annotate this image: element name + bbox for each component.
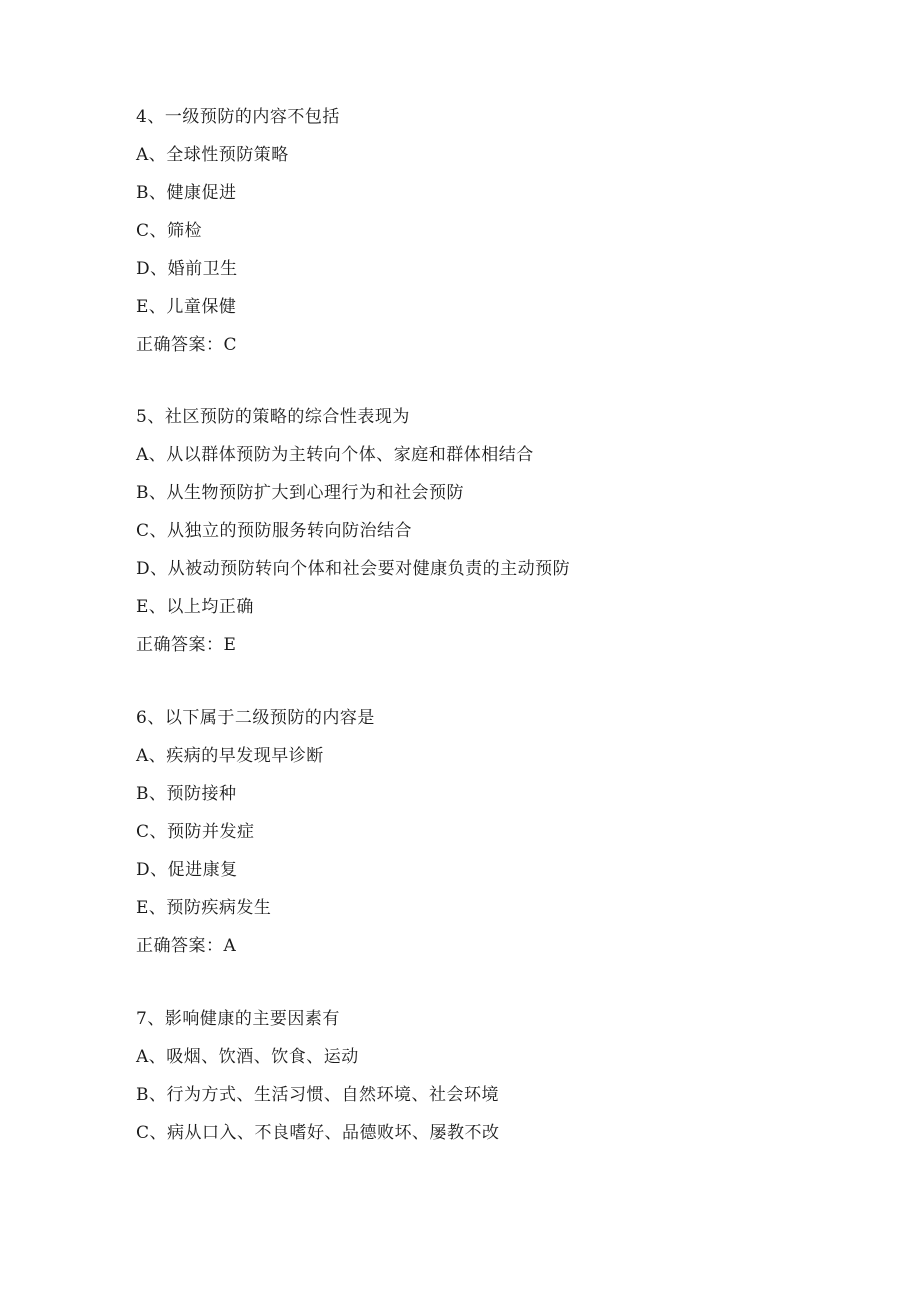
option-a: A、从以群体预防为主转向个体、家庭和群体相结合 xyxy=(136,445,534,465)
option-b: B、从生物预防扩大到心理行为和社会预防 xyxy=(136,483,464,503)
option-e: E、儿童保健 xyxy=(136,297,237,317)
question-5 xyxy=(136,398,570,664)
option-d: D、促进康复 xyxy=(136,860,238,880)
option-b: B、健康促进 xyxy=(136,183,237,203)
question-4 xyxy=(136,98,340,364)
question-stem: 7、影响健康的主要因素有 xyxy=(136,1009,340,1029)
option-b: B、预防接种 xyxy=(136,784,237,804)
option-a: A、吸烟、饮酒、饮食、运动 xyxy=(136,1047,359,1067)
question-stem: 4、一级预防的内容不包括 xyxy=(136,107,340,127)
option-a: A、疾病的早发现早诊断 xyxy=(136,746,324,766)
option-c: C、筛检 xyxy=(136,221,203,241)
question-7 xyxy=(136,1000,500,1152)
option-c: C、预防并发症 xyxy=(136,822,255,842)
option-e: E、以上均正确 xyxy=(136,597,254,617)
option-b: B、行为方式、生活习惯、自然环境、社会环境 xyxy=(136,1085,499,1105)
option-c: C、从独立的预防服务转向防治结合 xyxy=(136,521,413,541)
option-d: D、婚前卫生 xyxy=(136,259,238,279)
correct-answer: 正确答案：A xyxy=(136,936,237,956)
correct-answer: 正确答案：E xyxy=(136,635,237,655)
option-a: A、全球性预防策略 xyxy=(136,145,289,165)
option-e: E、预防疾病发生 xyxy=(136,898,272,918)
question-stem: 6、以下属于二级预防的内容是 xyxy=(136,708,375,728)
question-stem: 5、社区预防的策略的综合性表现为 xyxy=(136,407,410,427)
option-c: C、病从口入、不良嗜好、品德败坏、屡教不改 xyxy=(136,1123,500,1143)
option-d: D、从被动预防转向个体和社会要对健康负责的主动预防 xyxy=(136,559,571,579)
correct-answer: 正确答案：C xyxy=(136,335,238,355)
question-6 xyxy=(136,699,375,965)
